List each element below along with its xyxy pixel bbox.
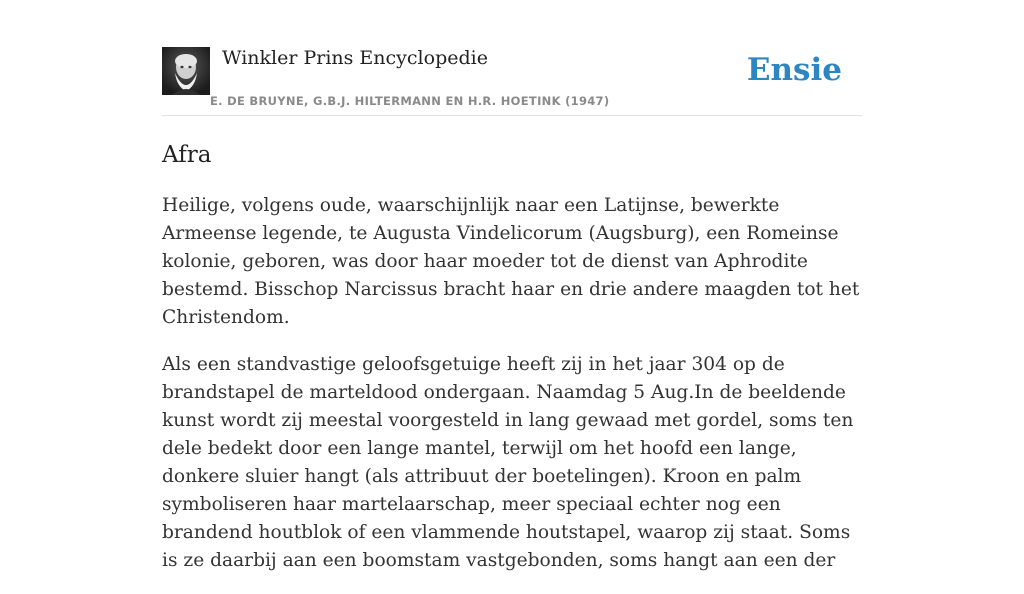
source-authors: E. DE BRUYNE, G.B.J. HILTERMANN EN H.R. HOETINK (1947) (210, 94, 610, 108)
source-header (162, 46, 862, 116)
article-body (162, 192, 862, 594)
paragraph: Als een standvastige geloofsgetuige heeft zij in het jaar 304 op de brandstapel de marteldood ondergaan. Naamdag 5 Aug.In de beeldende kunst wordt zij meestal voorgesteld in lang gewaad met gordel, soms ten dele bedekt door een lange mantel, terwijl om het hoofd een lange, donkere sluier hangt (als attribuut der boetelingen). Kroon en palm symboliseren haar martelaarschap, meer speciaal echter nog een brandend houtblok of een vlammende houtstapel, waarop zij staat. Soms is ze daarbij aan een boomstam vastgebonden, soms hangt aan een der (162, 354, 854, 571)
paragraph: Heilige, volgens oude, waarschijnlijk naar een Latijnse, bewerkte Armeense legende, te Augusta Vindelicorum (Augsburg), een Romeinse kolonie, geboren, was door haar moeder tot de dienst van Aphrodite bestemd. Bisschop Narcissus bracht haar en drie andere maagden tot het Christendom. (162, 195, 860, 328)
bearded-man-portrait-icon (162, 47, 210, 95)
ensie-logo-link[interactable]: Ensie (746, 52, 842, 88)
article-title: Afra (162, 142, 212, 168)
source-title[interactable]: Winkler Prins Encyclopedie (222, 47, 488, 69)
author-avatar (162, 47, 210, 95)
